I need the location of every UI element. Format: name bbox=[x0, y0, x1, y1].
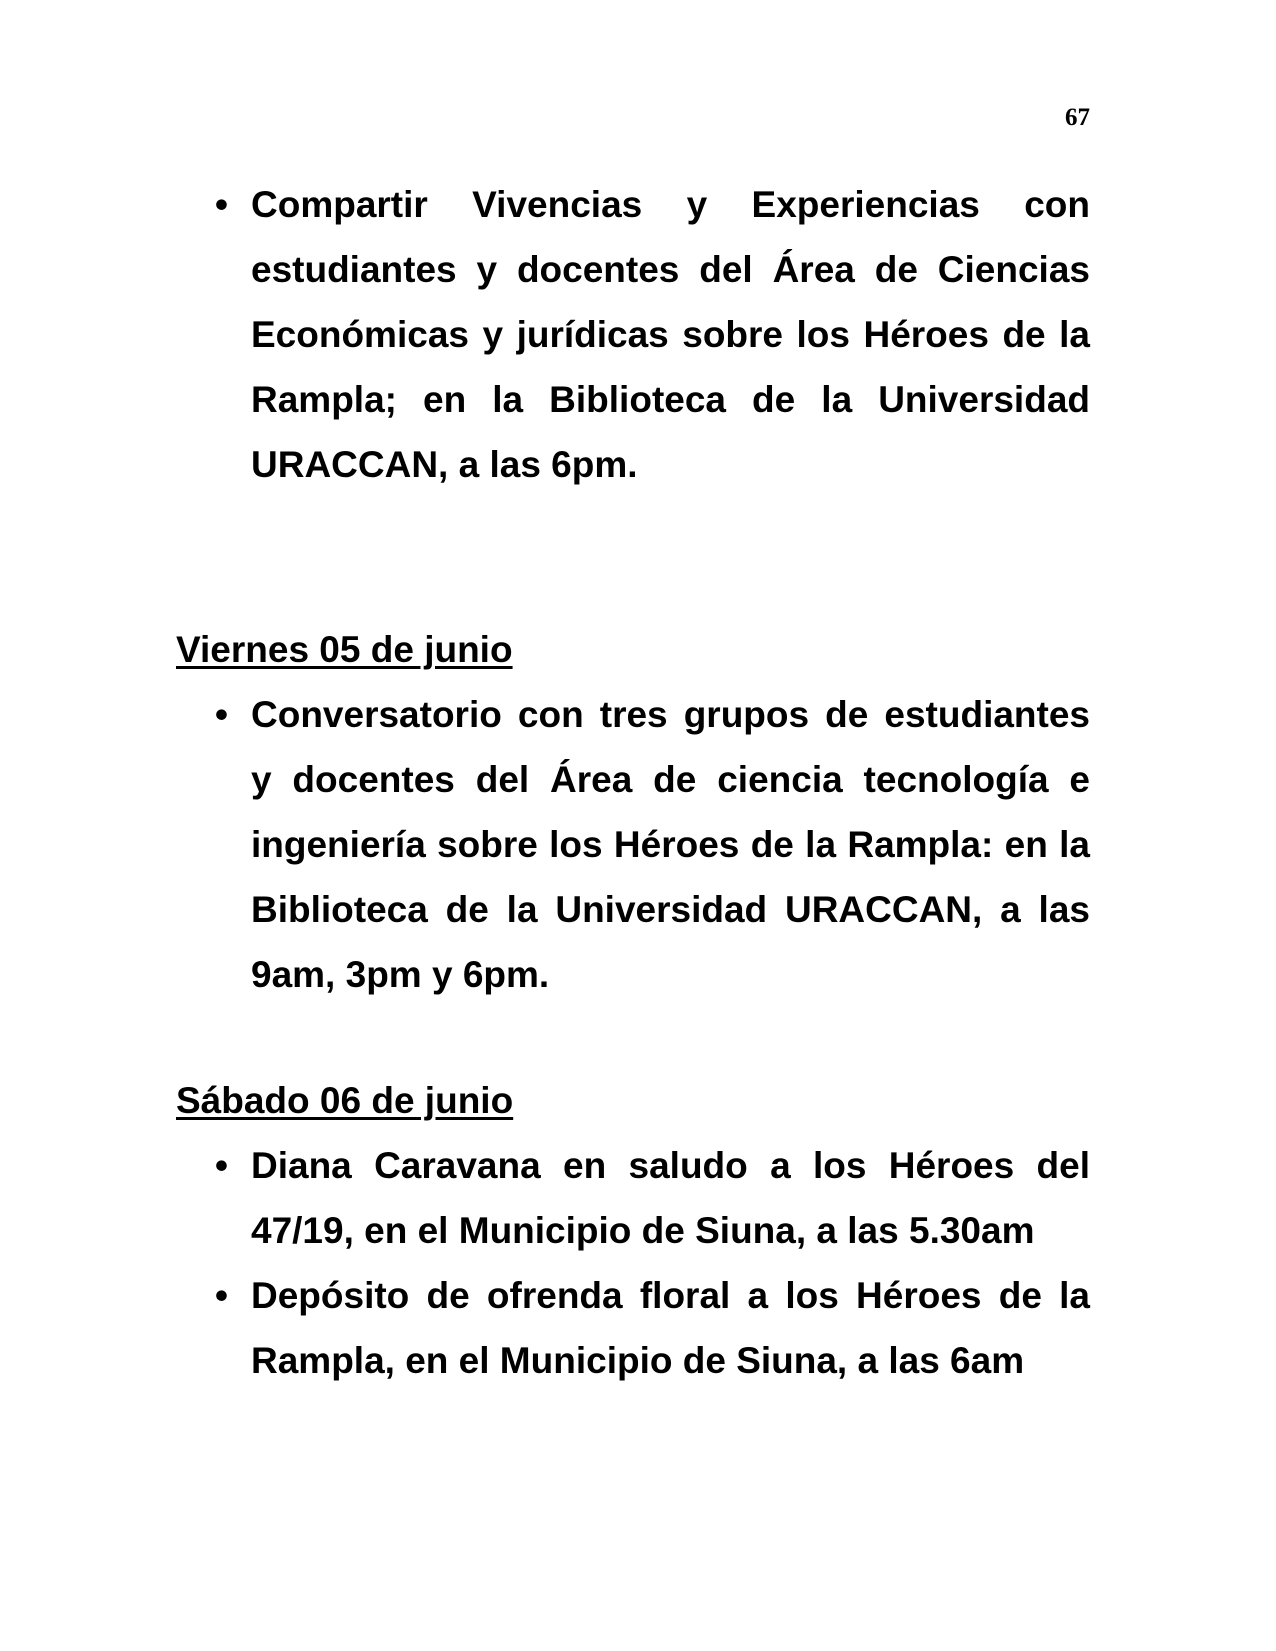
activity-block-viernes bbox=[176, 617, 1090, 1007]
section-heading: Viernes 05 de junio bbox=[176, 629, 513, 670]
bullet-list bbox=[176, 682, 1090, 1007]
activity-block-sabado bbox=[176, 1068, 1090, 1393]
activity-block-1 bbox=[176, 172, 1090, 497]
list-item: • Diana Caravana en saludo a los Héroes del 47/19, en el Municipio de Siuna, a las 5.30am bbox=[176, 1133, 1090, 1263]
document-body bbox=[176, 172, 1090, 1393]
page-number: 67 bbox=[1065, 104, 1090, 131]
bullet-list bbox=[176, 172, 1090, 497]
list-item: • Compartir Vivencias y Experiencias con estudiantes y docentes del Área de Ciencias Económicas y jurídicas sobre los Héroes de la Rampla; en la Biblioteca de la Universidad URACCAN, a las 6pm. bbox=[176, 172, 1090, 497]
list-item: • Depósito de ofrenda floral a los Héroes de la Rampla, en el Municipio de Siuna, a las 6am bbox=[176, 1263, 1090, 1393]
list-item: • Conversatorio con tres grupos de estudiantes y docentes del Área de ciencia tecnología e ingeniería sobre los Héroes de la Rampla: en la Biblioteca de la Universidad URACCAN, a las 9am, 3pm y 6pm. bbox=[176, 682, 1090, 1007]
bullet-list bbox=[176, 1133, 1090, 1393]
section-heading: Sábado 06 de junio bbox=[176, 1080, 514, 1121]
